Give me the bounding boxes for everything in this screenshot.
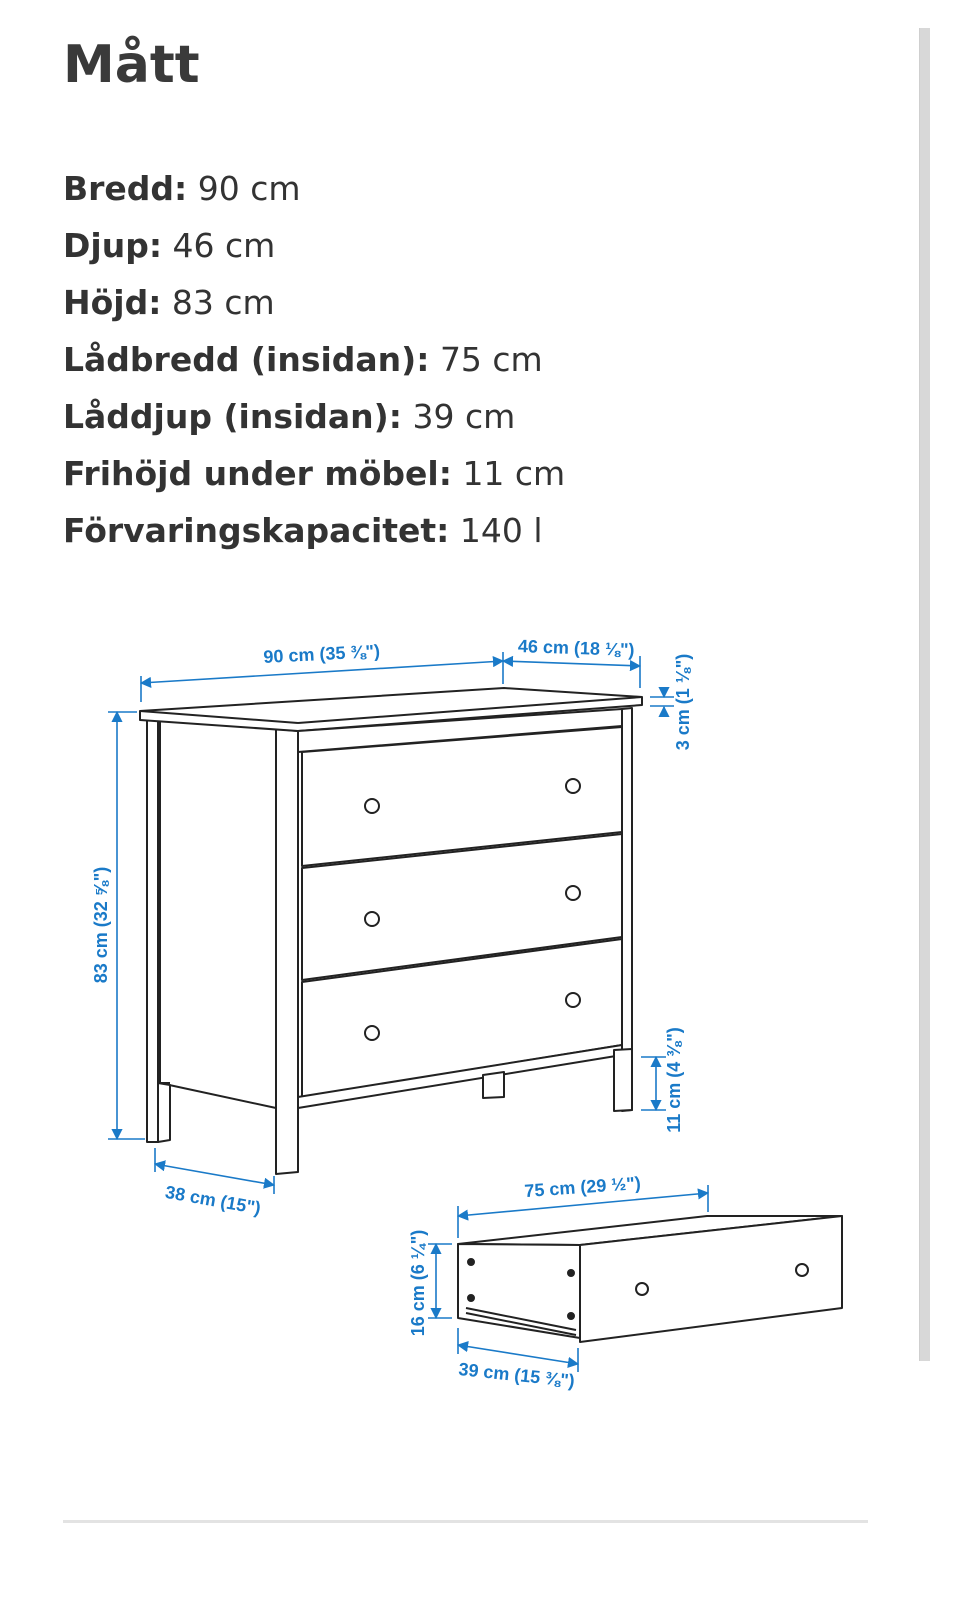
leg-front-left-inner	[158, 1083, 170, 1142]
spec-value: 75 cm	[439, 340, 543, 379]
leg-front-left	[276, 729, 298, 1174]
drawer-illustration	[458, 1216, 842, 1342]
leg-back-left	[147, 716, 158, 1142]
dresser-illustration	[140, 688, 642, 1174]
clearance-dimension-label: 11 cm (4 ⅜")	[664, 1027, 684, 1133]
spec-label: Frihöjd under möbel:	[63, 454, 452, 493]
knob-icon	[636, 1283, 648, 1295]
depth-dimension-label: 46 cm (18 ⅛")	[517, 635, 635, 661]
spec-value: 11 cm	[462, 454, 566, 493]
spec-value: 140 l	[459, 511, 543, 550]
leg-front-right	[614, 1049, 632, 1111]
leg-back-right	[483, 1072, 504, 1098]
spec-label: Djup:	[63, 226, 163, 265]
spec-row-drawer-width	[63, 331, 565, 388]
height-dimension-label: 83 cm (32 ⅝")	[91, 866, 111, 984]
width-dimension-label: 90 cm (35 ⅜")	[262, 640, 381, 668]
knob-icon	[796, 1264, 808, 1276]
top-thickness-dimension-label: 3 cm (1 ⅛")	[673, 653, 693, 751]
depth-dimension-line	[503, 661, 640, 666]
spec-value: 90 cm	[197, 169, 301, 208]
dimension-spec-list	[63, 160, 565, 559]
knob-icon	[365, 799, 379, 813]
spec-label: Lådbredd (insidan):	[63, 340, 430, 379]
side-depth-dimension-line	[155, 1164, 274, 1185]
spec-label: Låddjup (insidan):	[63, 397, 402, 436]
knob-icon	[566, 993, 580, 1007]
spec-row-height	[63, 274, 565, 331]
section-divider	[63, 1520, 868, 1523]
side-panel	[160, 718, 276, 1108]
spec-label: Förvaringskapacitet:	[63, 511, 450, 550]
knob-icon	[365, 912, 379, 926]
spec-row-drawer-depth	[63, 388, 565, 445]
spec-row-clearance	[63, 445, 565, 502]
spec-value: 83 cm	[171, 283, 275, 322]
spec-label: Höjd:	[63, 283, 162, 322]
scrollbar[interactable]	[919, 28, 930, 1361]
side-depth-dimension-label: 38 cm (15")	[163, 1181, 263, 1219]
drawer-height-dimension-label: 16 cm (6 ¼")	[408, 1229, 428, 1337]
spec-value: 46 cm	[172, 226, 276, 265]
section-title: Mått	[63, 35, 200, 95]
dimension-drawing	[0, 600, 900, 1410]
spec-value: 39 cm	[412, 397, 516, 436]
spec-row-capacity	[63, 502, 565, 559]
width-dimension-line	[141, 661, 503, 683]
knob-icon	[566, 886, 580, 900]
spec-row-width	[63, 160, 565, 217]
knob-icon	[566, 779, 580, 793]
spec-label: Bredd:	[63, 169, 188, 208]
knob-icon	[365, 1026, 379, 1040]
drawer-width-dimension-label: 75 cm (29 ½")	[523, 1172, 642, 1202]
drawer-depth-dimension-label: 39 cm (15 ⅜")	[457, 1358, 576, 1392]
spec-row-depth	[63, 217, 565, 274]
